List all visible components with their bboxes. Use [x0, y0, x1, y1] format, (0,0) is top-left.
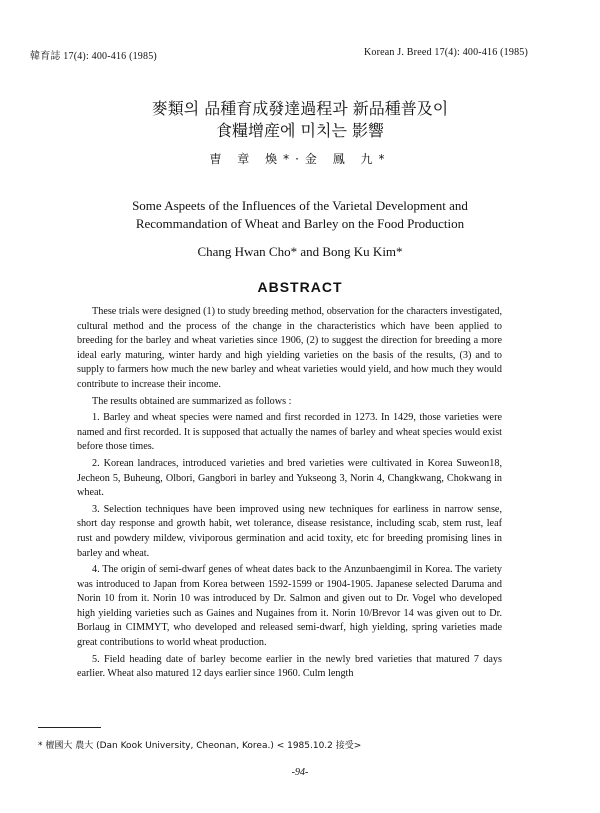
affiliation-footnote: * 檀國大 農大 (Dan Kook University, Cheonan, Korea.) < 1985.10.2 接受>: [38, 741, 362, 751]
english-authors: Chang Hwan Cho* and Bong Ku Kim*: [197, 244, 403, 259]
korean-authors: 曺 章 煥*·金 鳳 九*: [209, 152, 391, 166]
korean-title-line2: 食糧增産에 미치는 影響: [216, 121, 384, 140]
english-title-line2: Recommandation of Wheat and Barley on the Food Production: [135, 216, 465, 231]
footnote-rule: [38, 727, 101, 728]
paragraph-result-2: 2. Korean landraces, introduced varieties and bred varieties were cultivated in Korea Suweon18, Jecheon 5, Buheung, Olbori, Gangbori in barley and Yukseong 3, Norin 4, Changkwang, Chokwang in wheat.: [77, 457, 502, 499]
paragraph-intro: These trials were designed (1) to study breeding method, observation for the characters investigated, cultural method and the process of the change in the characteristics which have been applied to breeding for the barley and wheat varieties since 1906, (2) to suggest the direction for breeding a more ideal early maturing, winter hardy and high yielding varieties on the basis of the results, (3) and to supply to farmers how much the new barley and wheat varieties would yield, and how much they would contribute to increase their income.: [77, 306, 502, 390]
paragraph-summary-lead: The results obtained are summarized as follows :: [92, 395, 292, 407]
paragraph-result-3: 3. Selection techniques have been improved using new techniques for earliness in narrow sense, short day response and growth habit, wet tolerance, disease resistance, including scab, stem rust, leaf rust and powdery mildew, viviporous germination and acid toxity, etc for breeding promising lines in barley and wheat.: [77, 503, 502, 559]
paragraph-result-5: 5. Field heading date of barley become earlier in the newly bred varieties that matured 7 days earlier. Wheat also matured 12 days earlier since 1960. Culm length: [77, 653, 502, 680]
paragraph-result-1: 1. Barley and wheat species were named and first recorded in 1273. In 1429, those varieties were named and first recorded. It is supposed that actually the names of barley and wheat species would exist before those times.: [77, 412, 502, 453]
abstract-heading: ABSTRACT: [257, 279, 343, 295]
korean-title-line1: 麥類의 品種育成發達過程과 新品種普及이: [151, 99, 449, 118]
journal-header-english: Korean J. Breed 17(4): 400-416 (1985): [363, 47, 528, 58]
paragraph-result-4: 4. The origin of semi-dwarf genes of wheat dates back to the Anzunbaengimil in Korea. The variety was introduced to Japan from Korea between 1592-1599 or 1904-1905. Japanese selected Daruma and Norin 10 from it. Norin 10 was introduced by Dr. Salmon and given out to Dr. Vogel who developed high yielding varieties such as Gaines and Nugaines from it. Norin 10/Brevor 14 was given out to Dr. Borlaug in CIMMYT, who developed and released semi-dwarf, high yielding, spring varieties made great contributions to world wheat production.: [77, 564, 502, 649]
english-title-line1: Some Aspeets of the Influences of the Varietal Development and: [132, 198, 468, 213]
page-number: -94-: [291, 767, 309, 778]
abstract-body: [77, 305, 502, 682]
journal-header-korean: 韓育誌 17(4): 400-416 (1985): [30, 51, 157, 62]
